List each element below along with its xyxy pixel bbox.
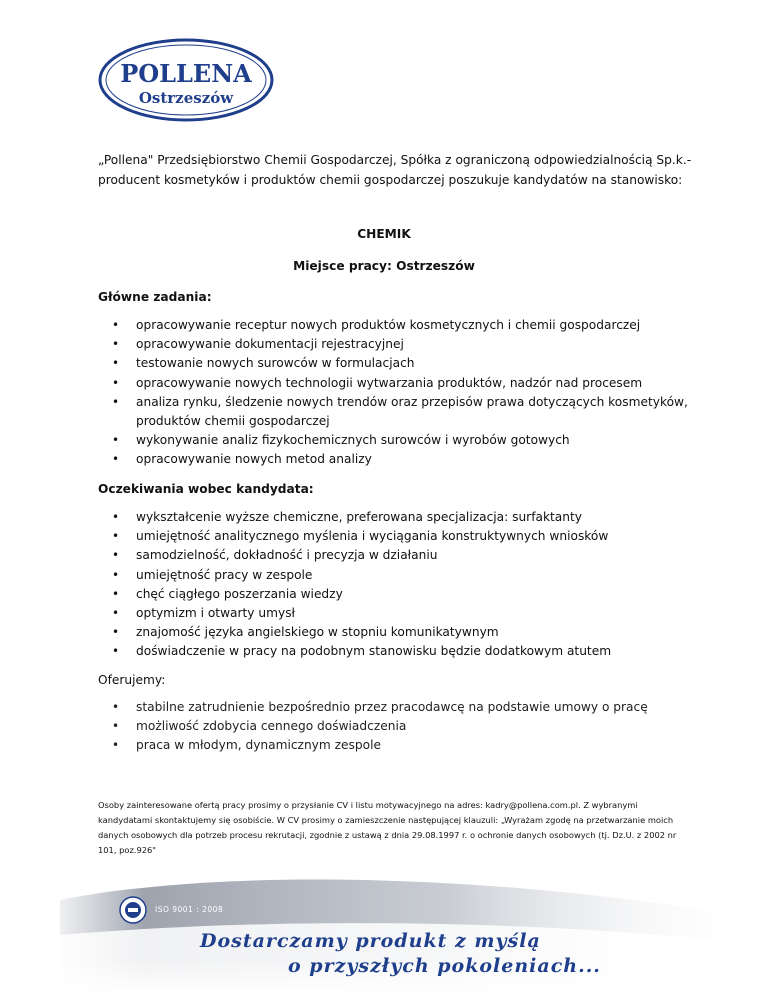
intro-line-2: producent kosmetyków i produktów chemii gospodarczej poszukuje kandydatów na stanowisko: <box>98 173 683 187</box>
list-item: • wykształcenie wyższe chemiczne, preferowana specjalizacja: surfaktanty <box>98 508 688 527</box>
list-item: • analiza rynku, śledzenie nowych trendów oraz przepisów prawa dotyczących kosmetyków, produktów chemii gospodarczej <box>98 393 688 431</box>
list-item: • chęć ciągłego poszerzania wiedzy <box>98 585 688 604</box>
list-item: • opracowywanie dokumentacji rejestracyjnej <box>98 335 688 354</box>
list-item: • znajomość języka angielskiego w stopniu komunikatywnym <box>98 623 688 642</box>
list-item: • testowanie nowych surowców w formulacjach <box>98 354 688 373</box>
logo-line1: POLLENA <box>120 59 252 88</box>
iso-label: ISO 9001 : 2008 <box>155 905 224 914</box>
intro-paragraph <box>98 150 698 190</box>
expectations-list <box>98 508 688 662</box>
tasks-heading: Główne zadania: <box>98 290 212 304</box>
offer-heading: Oferujemy: <box>98 673 166 687</box>
pollena-logo <box>97 36 275 124</box>
list-item: • opracowywanie nowych metod analizy <box>98 450 688 469</box>
list-item: • optymizm i otwarty umysł <box>98 604 688 623</box>
list-item: • wykonywanie analiz fizykochemicznych surowców i wyrobów gotowych <box>98 431 688 450</box>
list-item: • stabilne zatrudnienie bezpośrednio przez pracodawcę na podstawie umowy o pracę <box>98 698 688 717</box>
list-item: • doświadczenie w pracy na podobnym stanowisku będzie dodatkowym atutem <box>98 642 688 661</box>
list-item: • możliwość zdobycia cennego doświadczenia <box>98 717 688 736</box>
intro-line-1: „Pollena" Przedsiębiorstwo Chemii Gospodarczej, Spółka z ograniczoną odpowiedzialnością Sp.k.- <box>98 153 692 167</box>
list-item: • opracowywanie receptur nowych produktów kosmetycznych i chemii gospodarczej <box>98 316 688 335</box>
slogan-line-2: o przyszłych pokoleniach... <box>288 955 601 977</box>
position-title: CHEMIK <box>357 227 411 241</box>
list-item: • samodzielność, dokładność i precyzja w działaniu <box>98 546 688 565</box>
work-location: Miejsce pracy: Ostrzeszów <box>293 259 475 273</box>
logo-line2: Ostrzeszów <box>138 89 234 107</box>
tuv-certification-icon <box>119 896 147 924</box>
list-item: • umiejętność pracy w zespole <box>98 566 688 585</box>
list-item: • opracowywanie nowych technologii wytwarzania produktów, nadzór nad procesem <box>98 374 688 393</box>
list-item: • praca w młodym, dynamicznym zespole <box>98 736 688 755</box>
offer-list <box>98 698 688 756</box>
expectations-heading: Oczekiwania wobec kandydata: <box>98 482 314 496</box>
slogan-line-1: Dostarczamy produkt z myślą <box>200 930 541 952</box>
tasks-list <box>98 316 688 470</box>
list-item: • umiejętność analitycznego myślenia i wyciągania konstruktywnych wniosków <box>98 527 688 546</box>
application-footnote: Osoby zainteresowane ofertą pracy prosimy o przysłanie CV i listu motywacyjnego na adres: kadry@pollena.com.pl. Z wybranymi kandydatami skontaktujemy się osobiście. W CV prosimy o zamieszczenie następującej klauzuli: „Wyrażam zgodę na przetwarzanie moich danych osobowych dla potrzeb procesu rekrutacji, zgodnie z ustawą z dnia 29.08.1997 r. o ochronie danych osobowych (tj. Dz.U. z 2002 nr 101, poz.926" <box>98 800 677 855</box>
